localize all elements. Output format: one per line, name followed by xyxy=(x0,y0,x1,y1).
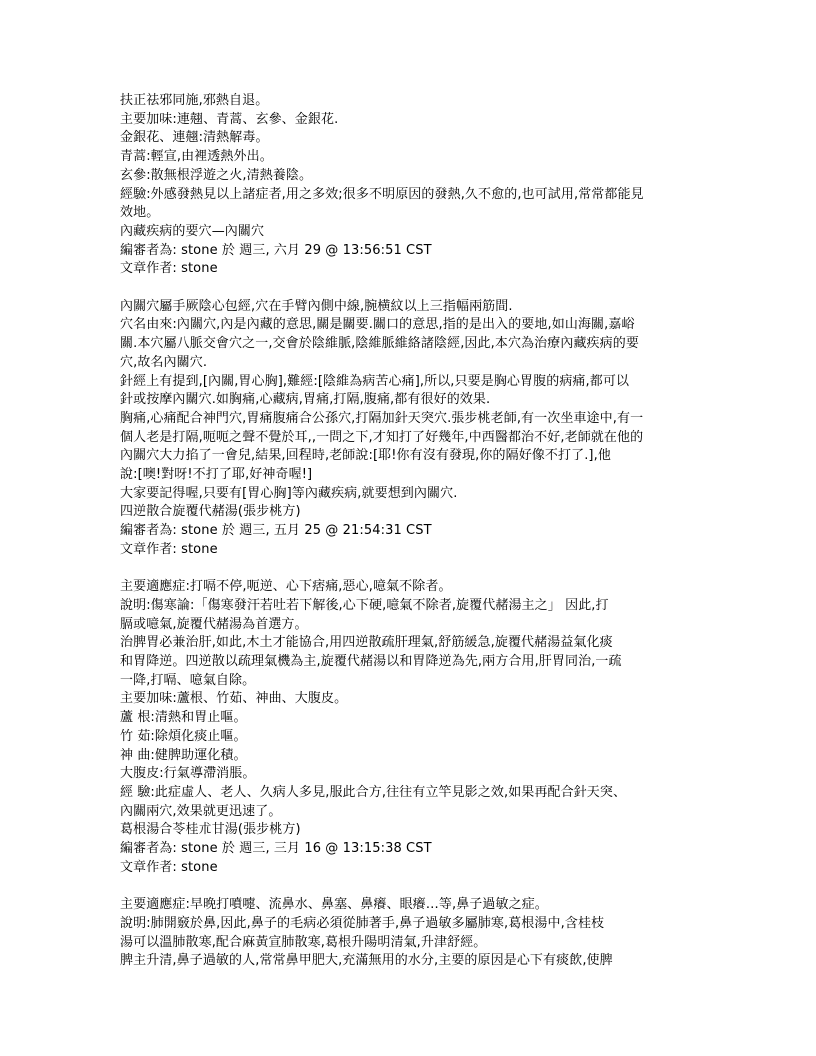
article-body-line: 膈或噫氣,旋覆代赭湯為首選方。 xyxy=(120,616,308,632)
intro-line: 經驗:外感發熱見以上諸症者,用之多效;很多不明原因的發熱,久不愈的,也可試用,常常都能見 xyxy=(120,186,644,202)
intro-line: 效地。 xyxy=(120,205,160,221)
article-title: 內藏疾病的要穴—內關穴 xyxy=(120,223,265,239)
article-body-line: 內關兩穴,效果就更迅速了。 xyxy=(120,803,282,819)
article-body-line: 內關穴大力掐了一會兒,結果,回程時,老師說:[耶!你有沒有發現,你的隔好像不打了.],他 xyxy=(120,448,611,464)
article-body-line: 經 驗:此症虛人、老人、久病人多見,服此合方,往往有立竿見影之效,如果再配合針天突、 xyxy=(120,784,627,800)
article-body-line: 脾主升清,鼻子過敏的人,常常鼻甲肥大,充滿無用的水分,主要的原因是心下有痰飲,使脾 xyxy=(120,953,613,969)
intro-line: 玄參:散無根浮遊之火,清熱養陰。 xyxy=(120,167,313,183)
article-body-line: 關.本穴屬八脈交會穴之一,交會於陰維脈,陰維脈維絡諸陰經,因此,本穴為治療內藏疾病的要 xyxy=(120,336,639,352)
article-body-line: 胸痛,心痛配合神門穴,胃痛腹痛合公孫穴,打隔加針天突穴.張步桃老師,有一次坐車途中,有一 xyxy=(120,410,644,426)
spacer xyxy=(120,279,700,298)
intro-line: 扶正祛邪同施,邪熱自退。 xyxy=(120,93,269,108)
article-body-line: 內關穴屬手厥陰心包經,穴在手臂內側中線,腕横紋以上三指幅兩筋間. xyxy=(120,298,513,314)
spacer xyxy=(120,560,700,579)
article-body-line: 和胃降逆。四逆散以疏理氣機為主,旋覆代赭湯以和胃降逆為先,兩方合用,肝胃同治,一疏 xyxy=(120,654,622,670)
article-body-line: 主要適應症:早晚打噴嚏、流鼻水、鼻塞、鼻癢、眼癢…等,鼻子過敏之症。 xyxy=(120,897,548,913)
article-body-line: 治脾胃必兼治肝,如此,木土才能協合,用四逆散疏肝理氣,舒筋緩急,旋覆代赭湯益氣化痰 xyxy=(120,635,613,651)
article-body-line: 主要加味:蘆根、竹茹、神曲、大腹皮。 xyxy=(120,691,348,707)
article-byline: 編審者為: stone 於 週三, 五月 25 @ 21:54:31 CST xyxy=(120,523,432,539)
article-body-line: 穴名由來:內關穴,內是內藏的意思,關是關要.關口的意思,指的是出入的要地,如山海關,嘉峪 xyxy=(120,317,635,333)
spacer xyxy=(120,878,700,897)
article-title: 葛根湯合苓桂朮甘湯(張步桃方) xyxy=(120,822,301,838)
article-author: 文章作者: stone xyxy=(120,859,218,875)
articles-list xyxy=(120,223,700,971)
article-body-line: 大腹皮:行氣導滯消脹。 xyxy=(120,766,256,782)
article-author: 文章作者: stone xyxy=(120,541,218,557)
article-author: 文章作者: stone xyxy=(120,261,218,277)
article-body-line: 說:[噢!對呀!不打了耶,好神奇喔!] xyxy=(120,467,313,483)
intro-line: 青蒿:輕宣,由裡透熱外出。 xyxy=(120,149,273,165)
article-title: 四逆散合旋覆代赭湯(張步桃方) xyxy=(120,504,301,520)
article-body-line: 主要適應症:打嗝不停,呃逆、心下痞痛,惡心,噫氣不除者。 xyxy=(120,579,452,595)
article-body-line: 一降,打嗝、噫氣自除。 xyxy=(120,672,256,688)
article-body-line: 穴,故名內關穴. xyxy=(120,354,208,370)
intro-line: 主要加味:連翹、青蒿、玄參、金銀花. xyxy=(120,111,339,127)
article xyxy=(120,821,700,971)
article-byline: 編審者為: stone 於 週三, 六月 29 @ 13:56:51 CST xyxy=(120,242,432,258)
article-byline: 編審者為: stone 於 週三, 三月 16 @ 13:15:38 CST xyxy=(120,841,432,857)
article-body-line: 針經上有提到,[內關,胃心胸],難經:[陰維為病苦心痛],所以,只要是胸心胃腹的病痛,都可以 xyxy=(120,373,630,389)
article-body-line: 蘆 根:清熱和胃止嘔。 xyxy=(120,710,247,726)
intro-line: 金銀花、連翹:清熱解毒。 xyxy=(120,130,269,146)
article-body-line: 針或按摩內關穴.如胸痛,心藏病,胃痛,打隔,腹痛,都有很好的效果. xyxy=(120,392,491,408)
article-body-line: 神 曲:健脾助運化積。 xyxy=(120,747,247,763)
article xyxy=(120,223,700,504)
article-body-line: 湯可以溫肺散寒,配合麻黃宣肺散寒,葛根升陽明清氣,升津舒經。 xyxy=(120,934,487,950)
article-body-line: 說明:傷寒論:「傷寒發汗若吐若下解後,心下硬,噫氣不除者,旋覆代赭湯主之」 因此,打 xyxy=(120,597,609,613)
article-body-line: 大家要記得喔,只要有[胃心胸]等內藏疾病,就要想到內關穴. xyxy=(120,485,458,501)
article xyxy=(120,503,700,821)
document-page xyxy=(120,92,700,971)
intro-paragraph xyxy=(120,92,700,223)
article-body-line: 說明:肺開竅於鼻,因此,鼻子的毛病必須從肺著手,鼻子過敏多屬肺寒,葛根湯中,含桂枝 xyxy=(120,915,605,931)
article-body-line: 竹 茹:除煩化痰止嘔。 xyxy=(120,728,247,744)
article-body-line: 個人老是打隔,呃呃之聲不覺於耳,,一問之下,才知打了好幾年,中西醫都治不好,老師就在他的 xyxy=(120,429,644,445)
